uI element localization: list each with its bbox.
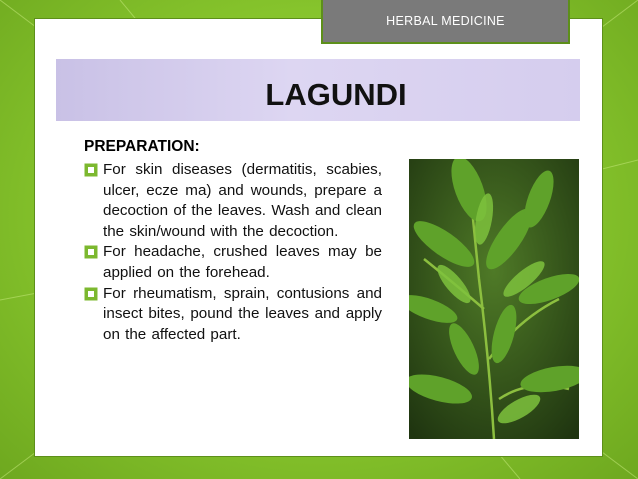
- bullet-text: For skin diseases (dermatitis, scabies, ulcer, ecze ma) and wounds, prepare a decoction of the leaves. Wash and clean the skin/wound with the decoction.: [103, 161, 382, 240]
- square-bullet-icon: [84, 245, 98, 259]
- lagundi-plant-photo: [409, 159, 579, 439]
- bullet-item: [84, 242, 382, 283]
- bullet-list: [84, 160, 382, 345]
- bullet-text: For rheumatism, sprain, contusions and insect bites, pound the leaves and apply on the affected part.: [103, 284, 382, 343]
- slide-title: LAGUNDI: [265, 77, 407, 112]
- bullet-text: For headache, crushed leaves may be applied on the forehead.: [103, 243, 382, 281]
- square-bullet-icon: [84, 163, 98, 177]
- header-tag-label: HERBAL MEDICINE: [386, 14, 505, 28]
- bullet-item: [84, 284, 382, 346]
- bullet-item: [84, 160, 382, 242]
- square-bullet-icon: [84, 287, 98, 301]
- header-tag: [321, 0, 570, 44]
- section-label: PREPARATION:: [84, 138, 200, 155]
- title-band: [56, 59, 580, 121]
